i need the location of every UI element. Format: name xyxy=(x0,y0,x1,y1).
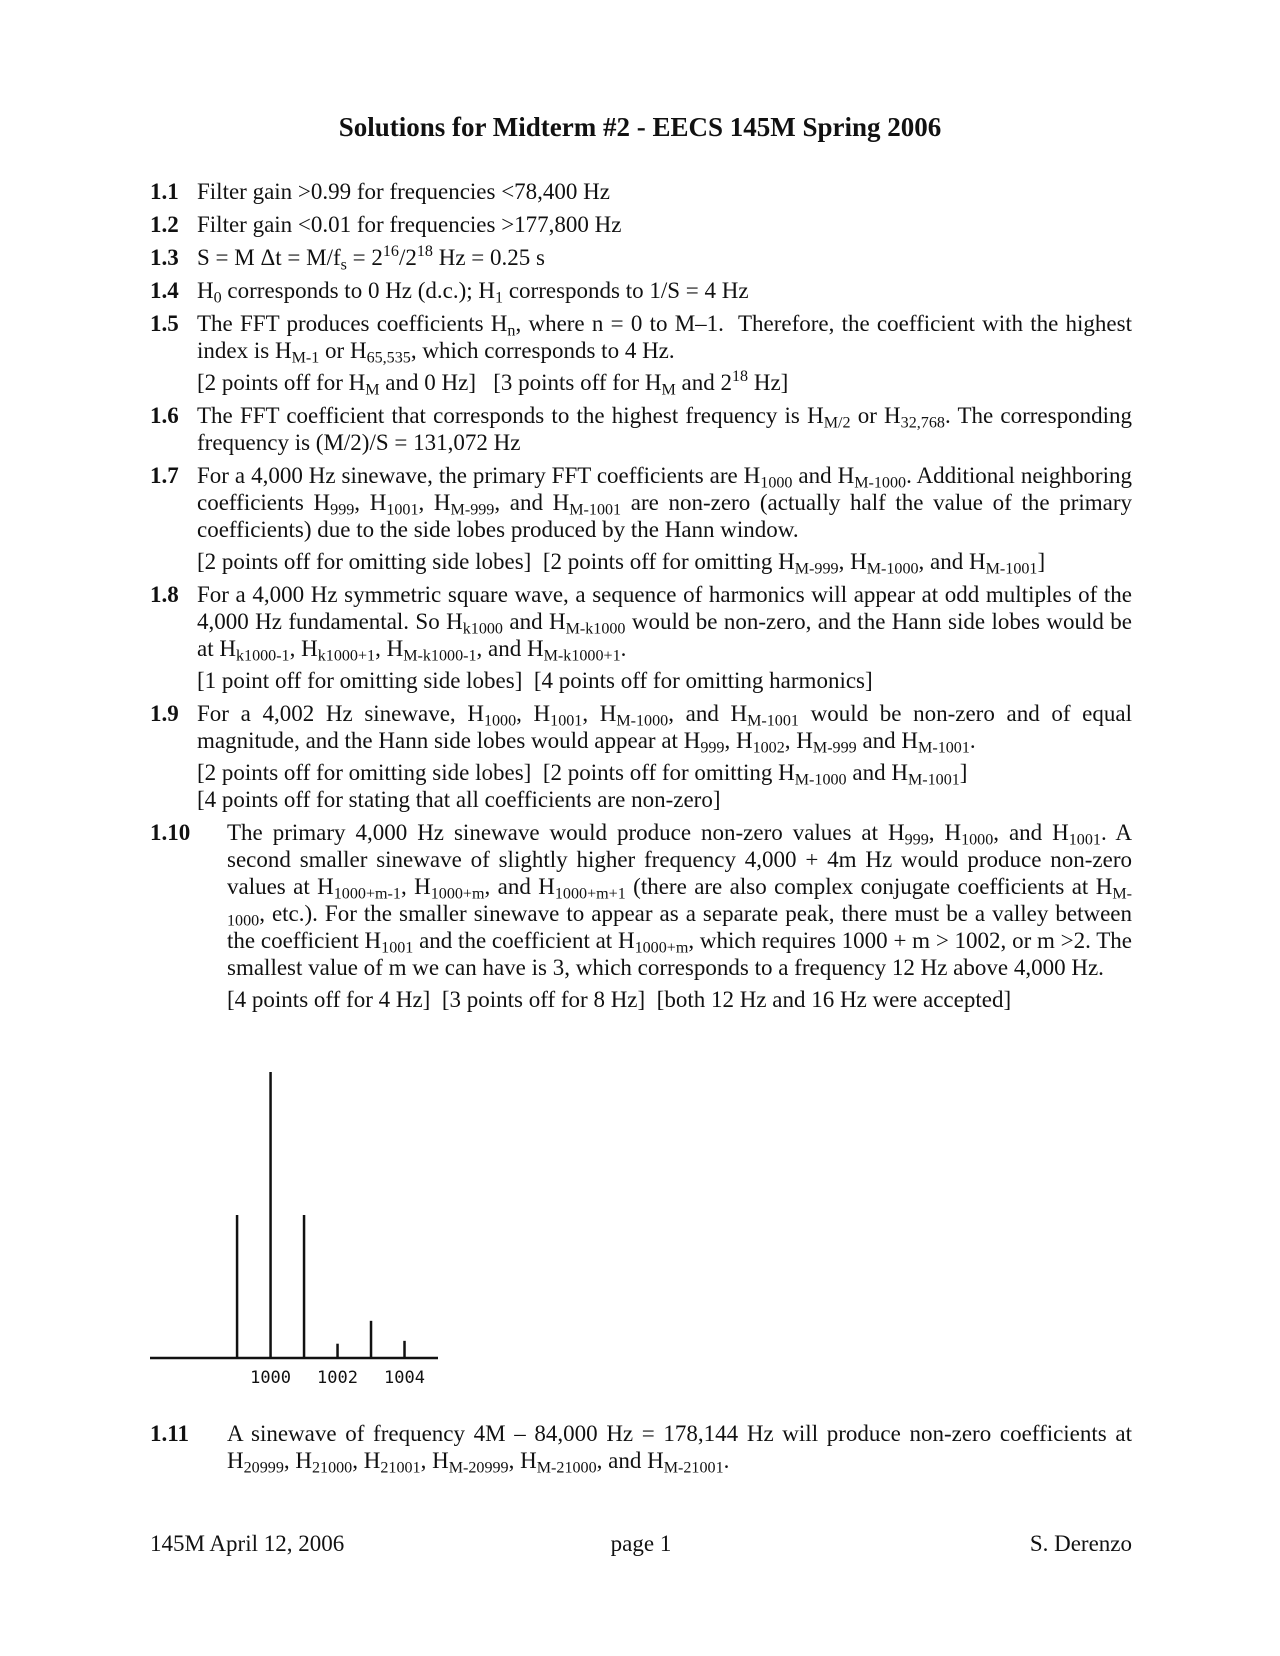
solution-1-6 xyxy=(150,402,1132,456)
solution-text: For a 4,000 Hz symmetric square wave, a sequence of harmonics will appear at odd multiples of the 4,000 Hz fundamental. So $H_{k1000}$ and $H_{M-k1000}$ would be non-zero, and the Hann side lobes would be at $H_{k1000-1}$, $H_{k1000+1}$, $H_{M-k1000-1}$, and $H_{M-k1000+1}$. xyxy=(197,582,1132,665)
solution-number: 1.11 xyxy=(150,1421,189,1446)
solution-1-4 xyxy=(150,277,1132,307)
solution-number: 1.6 xyxy=(150,403,179,428)
x-tick-label: 1002 xyxy=(317,1368,359,1388)
solution-1-3 xyxy=(150,243,1132,274)
solution-text: Filter gain <0.01 for frequencies >177,800 Hz xyxy=(197,212,622,237)
solution-text: The FFT produces coefficients $H_n$, where n = 0 to M–1. Therefore, the coefficient with the highest index is $H_{M-1}$ or $H_{65,535}$, which corresponds to 4 Hz. xyxy=(197,311,1132,367)
solution-1-9 xyxy=(150,700,1132,813)
spectrum-chart xyxy=(150,1060,470,1400)
grading-note: [2 points off for $H_M$ and 0 Hz] [3 points off for $H_M$ and $2^{18}$ Hz] xyxy=(197,368,789,399)
solution-text: For a 4,002 Hz sinewave, $H_{1000}$, $H_{1001}$, $H_{M-1000}$, and $H_{M-1001}$ would be non-zero and of equal magnitude, and the Hann side lobes would appear at $H_{999}$, $H_{1002}$, $H_{M-999}$ and $H_{M-1001}$. xyxy=(197,701,1132,757)
solution-text: S = M $\Delta t = M/f_s = 2^{16}/2^{18}$ Hz = 0.25 s xyxy=(197,243,545,274)
solution-1-1 xyxy=(150,178,1132,205)
solution-number: 1.4 xyxy=(150,278,179,303)
grading-note: [2 points off for omitting side lobes] [2 points off for omitting $H_{M-1000}$ and $H_{M-1001}$] [4 points off for stating that all coefficients are non-zero] xyxy=(197,760,968,812)
solution-number: 1.3 xyxy=(150,245,179,270)
solution-text: The primary 4,000 Hz sinewave would produce non-zero values at $H_{999}$, $H_{1000}$, and $H_{1001}$. A second smaller sinewave of slightly higher frequency 4,000 + 4m Hz would produce non-zero values at $H_{1000+m-1}$, $H_{1000+m}$, and $H_{1000+m+1}$ (there are also complex conjugate coefficients at $H_{M-1000}$, etc.). For the smaller sinewave to appear as a separate peak, there must be a valley between the coefficient $H_{1001}$ and the coefficient at $H_{1000+m}$, which requires 1000 + m > 1002, or m >2. The smallest value of m we can have is 3, which corresponds to a frequency 12 Hz above 4,000 Hz. xyxy=(227,820,1132,980)
solution-text: $H_0$ corresponds to 0 Hz (d.c.); $H_1$ corresponds to 1/S = 4 Hz xyxy=(197,278,749,307)
page-footer xyxy=(150,1531,1132,1561)
footer-date: 145M April 12, 2006 xyxy=(150,1531,345,1556)
solution-number: 1.2 xyxy=(150,212,179,237)
solution-number: 1.5 xyxy=(150,311,179,336)
solution-text: Filter gain >0.99 for frequencies <78,400 Hz xyxy=(197,179,611,204)
spectrum-figure xyxy=(150,1060,470,1400)
solution-number: 1.1 xyxy=(150,179,179,204)
page-title: Solutions for Midterm #2 - EECS 145M Spring 2006 xyxy=(338,112,942,142)
footer-author: S. Derenzo xyxy=(1029,1531,1132,1556)
solution-1-5 xyxy=(150,310,1132,399)
solution-text: The FFT coefficient that corresponds to the highest frequency is $H_{M/2}$ or $H_{32,768}$. The corresponding frequency is (M/2)/S = 131,072 Hz xyxy=(197,403,1132,455)
grading-note: [4 points off for 4 Hz] [3 points off for 8 Hz] [both 12 Hz and 16 Hz were accepted] xyxy=(227,987,1012,1012)
solution-number: 1.8 xyxy=(150,582,179,607)
solution-1-11 xyxy=(150,1420,1132,1477)
solution-list xyxy=(150,178,1132,1019)
grading-note: [1 point off for omitting side lobes] [4 points off for omitting harmonics] xyxy=(197,668,873,693)
grading-note: [2 points off for omitting side lobes] [2 points off for omitting $H_{M-999}$, $H_{M-1000}$, and $H_{M-1001}$] xyxy=(197,549,1046,578)
x-tick-label: 1000 xyxy=(250,1368,292,1388)
solution-1-10 xyxy=(150,819,1132,1013)
solution-text: For a 4,000 Hz sinewave, the primary FFT coefficients are $H_{1000}$ and $H_{M-1000}$. Additional neighboring coefficients $H_{999}$, $H_{1001}$, $H_{M-999}$, and $H_{M-1001}$ are non-zero (actually half the value of the primary coefficients) due to the side lobes produced by the Hann window. xyxy=(197,463,1133,542)
solution-number: 1.10 xyxy=(150,820,191,845)
solution-1-2 xyxy=(150,211,1132,238)
solution-text: A sinewave of frequency 4M – 84,000 Hz = 178,144 Hz will produce non-zero coefficients at $H_{20999}$, $H_{21000}$, $H_{21001}$, $H_{M-20999}$, $H_{M-21000}$, and $H_{M-21001}$. xyxy=(227,1421,1132,1477)
solution-1-8 xyxy=(150,581,1132,694)
solution-1-7 xyxy=(150,462,1133,578)
x-tick-label: 1004 xyxy=(384,1368,425,1388)
solution-number: 1.9 xyxy=(150,701,179,726)
solution-number: 1.7 xyxy=(150,463,179,488)
footer-page-number: page 1 xyxy=(610,1531,672,1556)
